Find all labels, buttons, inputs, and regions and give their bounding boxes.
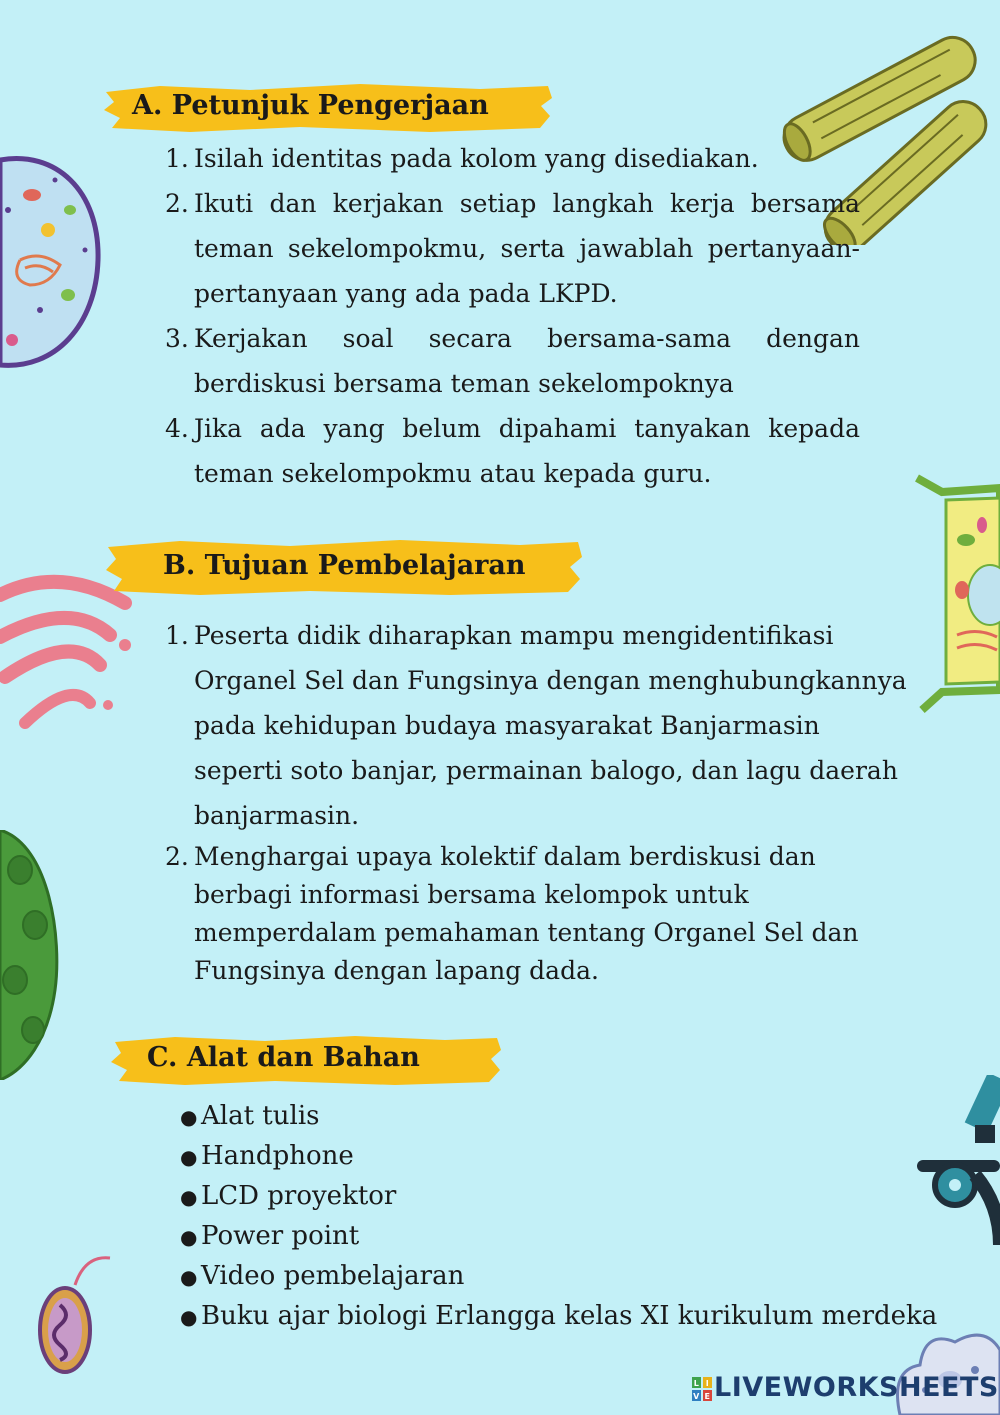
list-item: 2. Ikuti dan kerjakan setiap langkah kerja bersama teman sekelompokmu, serta jawablah pertanyaan-pertanyaan yang ada pada LKPD. [165,189,860,308]
svg-text:L: L [693,1378,700,1388]
section-c-title: C. Alat dan Bahan [147,1042,420,1073]
bullet-icon: ● [180,1185,198,1209]
list-item-text: Kerjakan soal secara bersama-sama dengan berdiskusi bersama teman sekelompoknya [194,324,860,398]
bullet-icon: ● [180,1305,198,1329]
list-item: ● LCD proyektor [180,1177,937,1217]
plant-cell-illustration [912,470,1000,715]
list-item: ● Handphone [180,1137,937,1177]
list-item: 1. Isilah identitas pada kolom yang disediakan. [165,144,759,173]
bullet-icon: ● [180,1225,198,1249]
list-item: ● Power point [180,1217,937,1257]
bullet-icon: ● [180,1105,198,1129]
section-b-heading [100,537,585,599]
list-item: ● Video pembelajaran [180,1257,937,1297]
bacteria-illustration [30,1250,115,1375]
list-item: ● Alat tulis [180,1097,937,1137]
animal-cell-illustration [0,150,110,375]
list-item-text: Isilah identitas pada kolom yang disediakan. [194,144,759,173]
section-b-list [165,613,907,990]
bullet-icon: ● [180,1145,198,1169]
section-c-list [180,1097,937,1337]
section-a-title: A. Petunjuk Pengerjaan [132,90,489,121]
list-item-text: Menghargai upaya kolektif dalam berdiskusi dan berbagi informasi bersama kelompok untuk memperdalam pemahaman tentang Organel Sel dan Fungsinya dengan lapang dada. [194,842,859,985]
list-item-text: Jika ada yang belum dipahami tanyakan kepada teman sekelompokmu atau kepada guru. [194,414,860,488]
list-item-text: Peserta didik diharapkan mampu mengidentifikasi Organel Sel dan Fungsinya dengan menghubungkannya pada kehidupan budaya masyarakat Banjarmasin seperti soto banjar, permainan balogo, dan lagu daerah banjarmasin. [194,621,907,830]
section-a-list [165,136,860,496]
list-item: 3. Kerjakan soal secara bersama-sama dengan berdiskusi bersama teman sekelompoknya [165,324,860,398]
svg-text:E: E [704,1391,711,1401]
liveworksheets-logo-icon [692,1377,712,1401]
section-b-title: B. Tujuan Pembelajaran [163,550,526,581]
section-c-heading [105,1032,505,1088]
bullet-icon: ● [180,1265,198,1289]
svg-text:I: I [705,1378,710,1388]
list-item: 4. Jika ada yang belum dipahami tanyakan kepada teman sekelompokmu atau kepada guru. [165,414,860,488]
section-a-heading [100,80,555,135]
svg-text:V: V [693,1391,700,1401]
list-item-text: Ikuti dan kerjakan setiap langkah kerja bersama teman sekelompokmu, serta jawablah pertanyaan-pertanyaan yang ada pada LKPD. [194,189,860,308]
list-item: 2. Menghargai upaya kolektif dalam berdiskusi dan berbagi informasi bersama kelompok untuk memperdalam pemahaman tentang Organel Sel dan Fungsinya dengan lapang dada. [165,842,859,985]
watermark-text: LIVEWORKSHEETS [714,1372,999,1403]
list-item: ● Buku ajar biologi Erlangga kelas XI kurikulum merdeka [180,1297,937,1337]
list-item: 1. Peserta didik diharapkan mampu mengidentifikasi Organel Sel dan Fungsinya dengan menghubungkannya pada kehidupan budaya masyarakat Banjarmasin seperti soto banjar, permainan balogo, dan lagu daerah banjarmasin. [165,621,907,830]
liveworksheets-watermark [692,1372,999,1408]
chloroplast-illustration [0,830,60,1080]
